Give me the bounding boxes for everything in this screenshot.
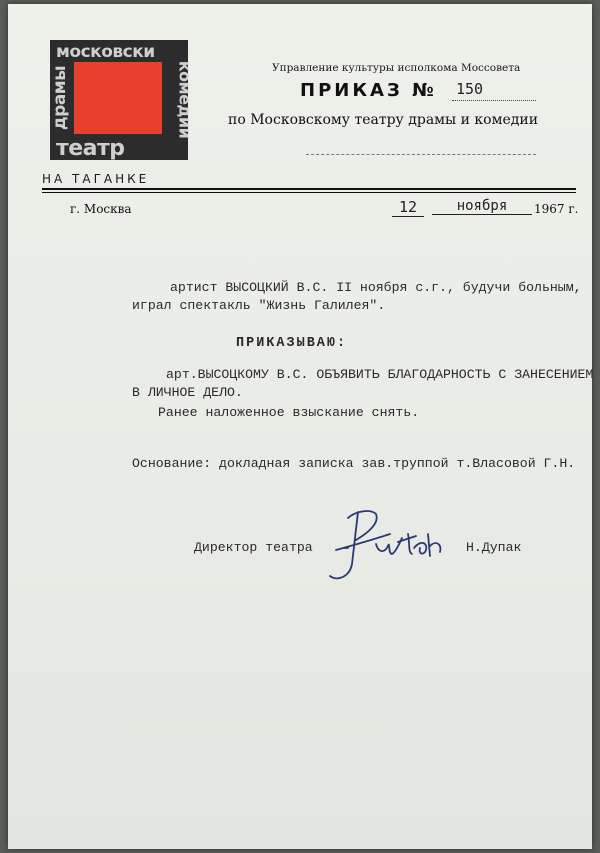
signatory-role: Директор театра xyxy=(194,540,313,555)
order-title: ПРИКАЗ № xyxy=(300,80,437,101)
date-year: 1967 г. xyxy=(534,202,579,216)
body-line-1: артист ВЫСОЦКИЙ В.С. II ноября с.г., будучи больным, xyxy=(170,280,582,295)
issuing-authority: Управление культуры исполкома Моссовета xyxy=(272,62,521,74)
header-rule-thin xyxy=(42,192,576,193)
handwritten-signature xyxy=(318,504,468,594)
body-line-2: играл спектакль "Жизнь Галилея". xyxy=(132,298,386,313)
theatre-logo xyxy=(50,40,195,161)
logo-text-top: московски xyxy=(56,42,155,62)
date-month: ноября xyxy=(432,198,532,215)
logo-text-bottom: театр xyxy=(56,136,125,161)
body-line-4: В ЛИЧНОЕ ДЕЛО. xyxy=(132,385,243,400)
order-directive: ПРИКАЗЫВАЮ: xyxy=(236,336,348,351)
logo-text-left: драмы xyxy=(50,65,71,131)
body-line-3: арт.ВЫСОЦКОМУ В.С. ОБЪЯВИТЬ БЛАГОДАРНОСТЬ С ЗАНЕСЕНИЕМ xyxy=(166,367,594,382)
document-sheet xyxy=(8,4,592,849)
logo-text-right: комедии xyxy=(175,60,195,139)
order-number: 150 xyxy=(452,80,536,101)
theatre-location: НА ТАГАНКЕ xyxy=(42,172,150,186)
signatory-name: Н.Дупак xyxy=(466,540,522,555)
header-rule-thick xyxy=(42,188,576,190)
body-line-5: Ранее наложенное взыскание снять. xyxy=(158,405,420,420)
basis-line: Основание: докладная записка зав.труппой т.Власовой Г.Н. xyxy=(132,456,576,471)
order-subtitle: по Московскому театру драмы и комедии xyxy=(228,112,539,128)
date-day: 12 xyxy=(392,198,424,217)
header-dashed-line xyxy=(306,154,536,155)
city: г. Москва xyxy=(70,202,132,216)
logo-red-square xyxy=(74,62,162,134)
